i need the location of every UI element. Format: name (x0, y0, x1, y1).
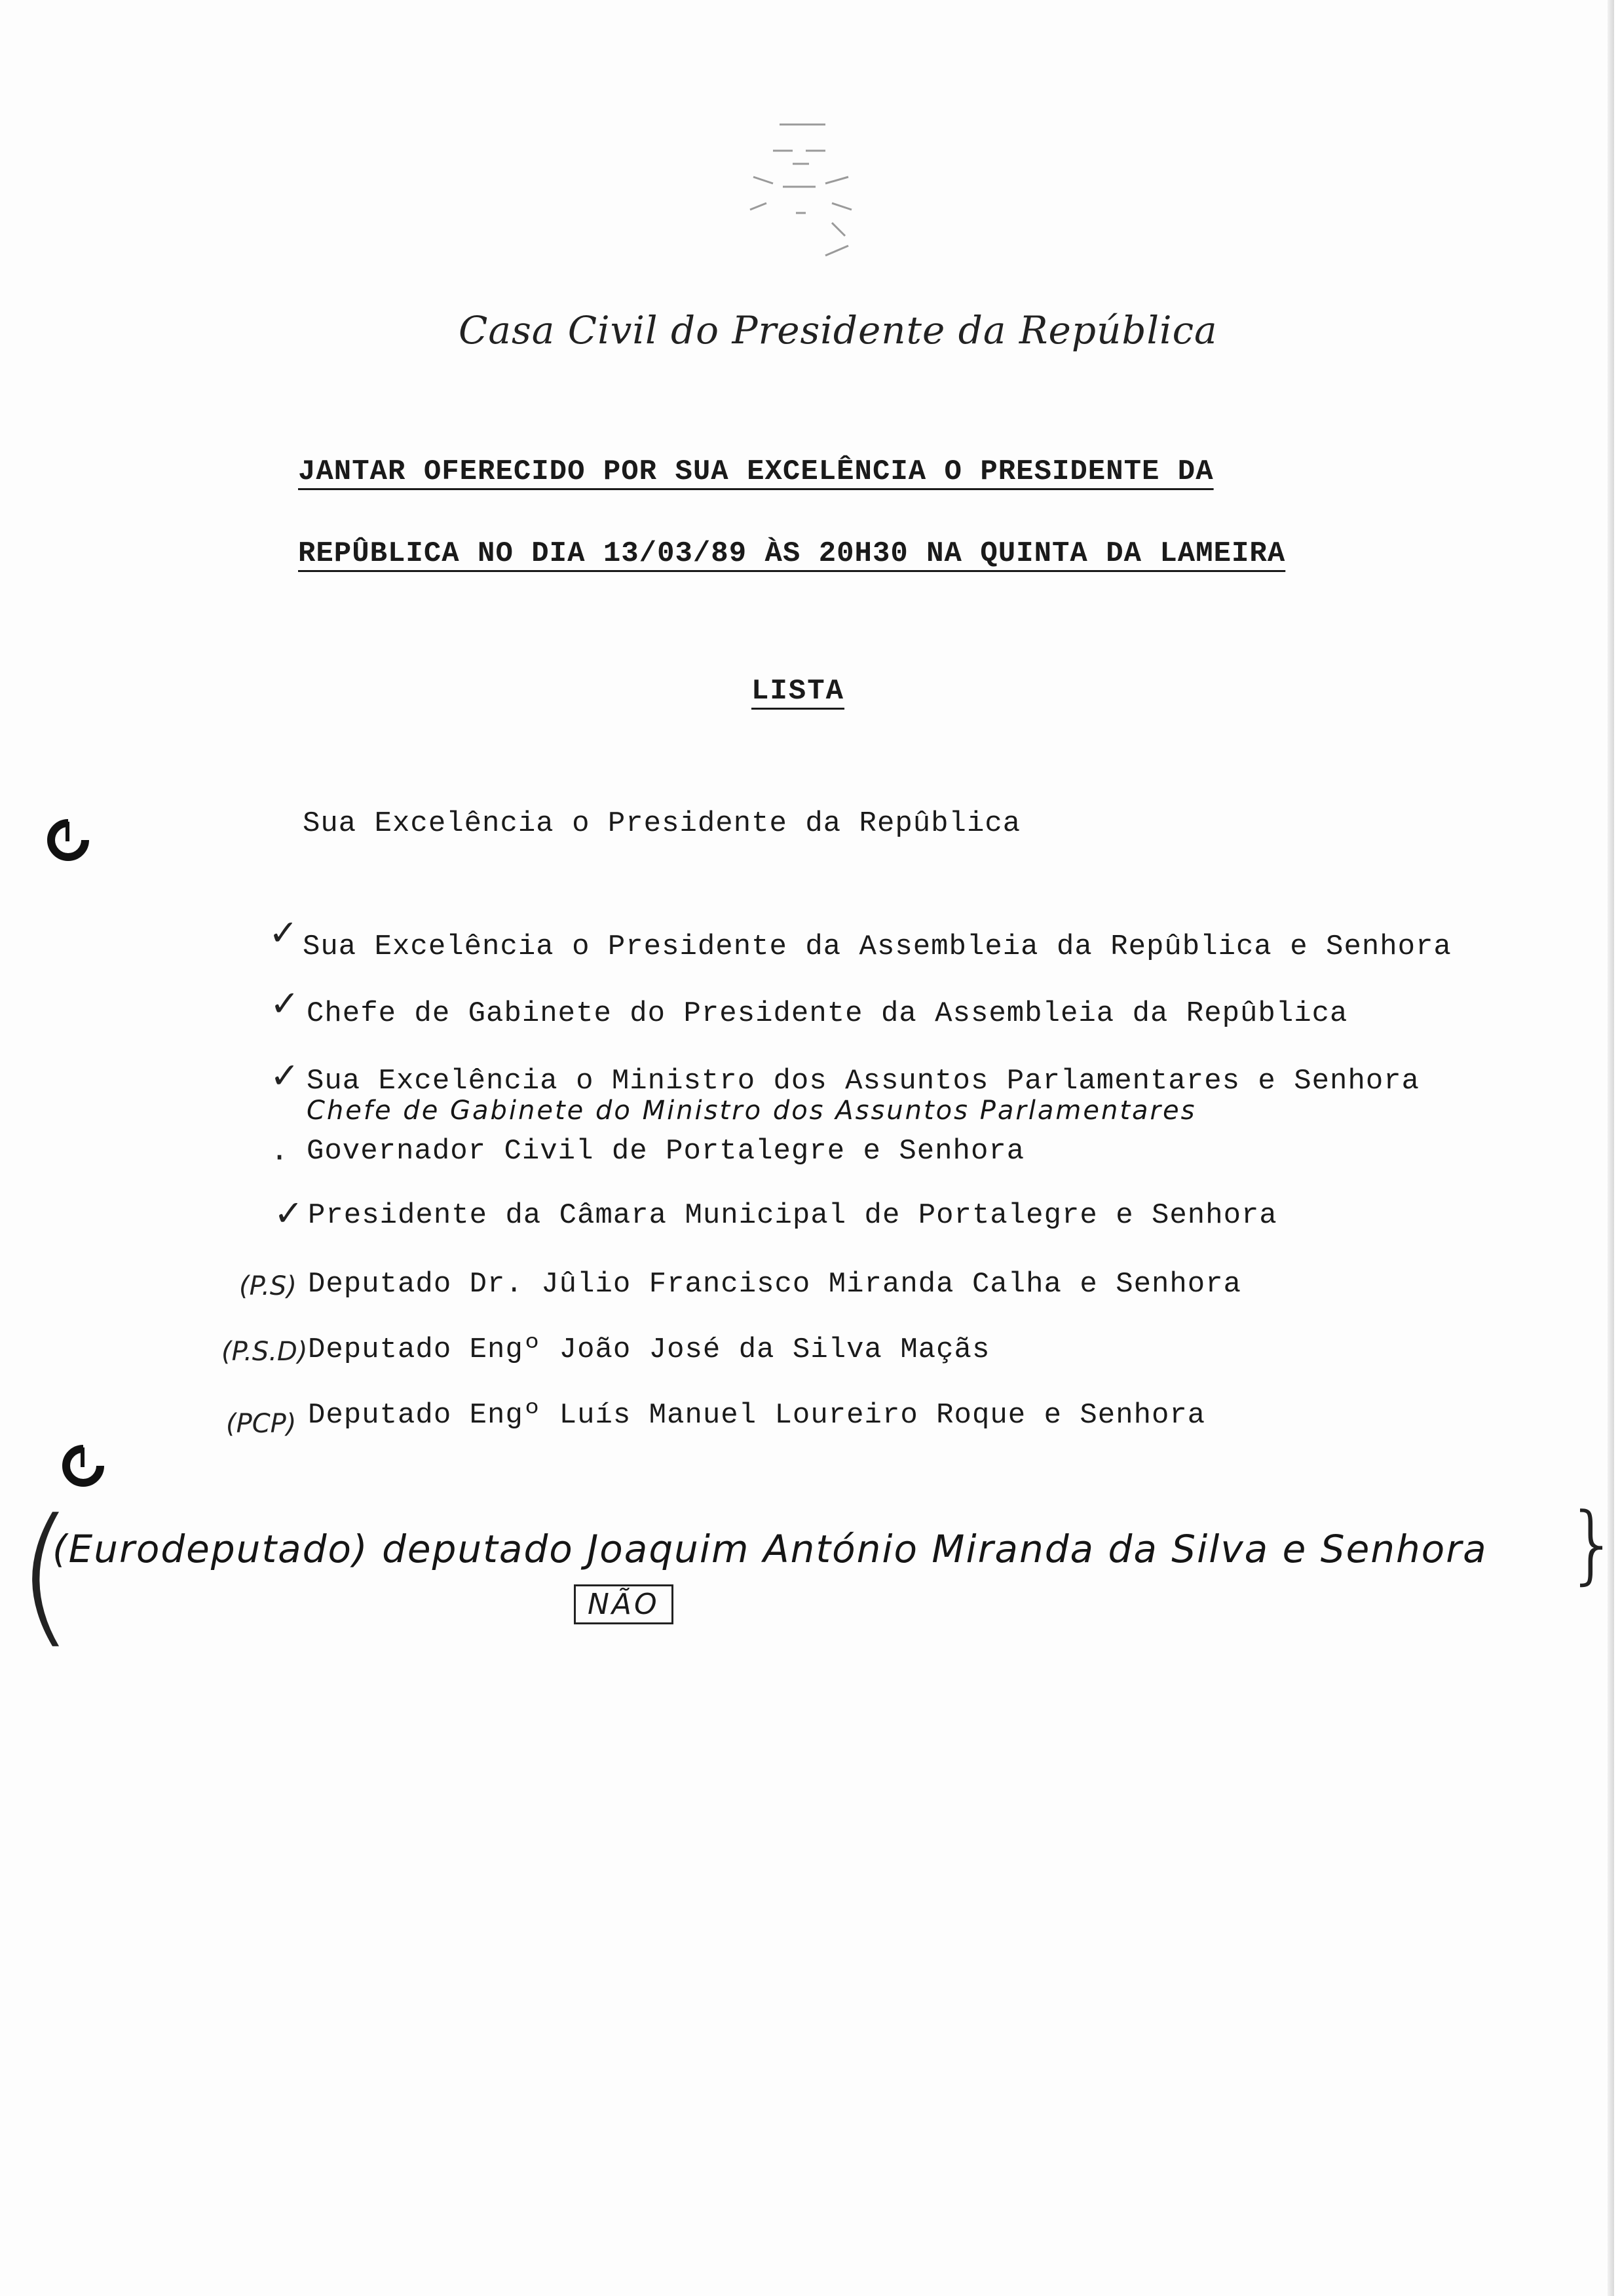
tick-mark-icon: · (274, 1137, 286, 1178)
handwritten-insert: Chefe de Gabinete do Ministro dos Assuntos Parlamentares (307, 1096, 1197, 1126)
check-mark-icon: ✓ (270, 1055, 300, 1096)
scan-edge (1608, 0, 1614, 2296)
guest-item: Chefe de Gabinete do Presidente da Assembleia da Repûblica (307, 997, 1348, 1030)
punch-hole-icon (62, 1445, 104, 1487)
party-label: (PCP) (226, 1409, 297, 1439)
guest-item: Deputado Engº João José da Silva Maçãs (308, 1333, 990, 1366)
guest-item: Governador Civil de Portalegre e Senhora (307, 1135, 1025, 1168)
letterhead: Casa Civil do Presidente da República (459, 308, 1218, 353)
check-mark-icon: ✓ (274, 1193, 304, 1234)
title-line-2: REPÛBLICA NO DIA 13/03/89 ÀS 20H30 NA QUINTA DA LAMEIRA (298, 537, 1286, 570)
handwritten-extra-guest: (Eurodeputado) deputado Joaquim António Miranda da Silva e Senhora (52, 1527, 1488, 1571)
handwritten-bracket-left: ( (16, 1487, 75, 1662)
title-line-1: JANTAR OFERECIDO POR SUA EXCELÊNCIA O PRESIDENTE DA (298, 455, 1214, 488)
guest-item: Presidente da Câmara Municipal de Portalegre e Senhora (308, 1199, 1277, 1232)
handwritten-nao-box: NÃO (574, 1584, 673, 1624)
guest-item: Sua Excelência o Presidente da Repûblica (303, 807, 1021, 840)
check-mark-icon: ✓ (270, 983, 300, 1024)
party-label: (P.S.D) (221, 1337, 308, 1367)
embossed-emblem-icon (727, 111, 878, 269)
check-mark-icon: ✓ (269, 912, 299, 953)
punch-hole-icon (47, 819, 89, 861)
guest-item: Deputado Dr. Jûlio Francisco Miranda Calha e Senhora (308, 1268, 1242, 1301)
party-label: (P.S) (239, 1271, 297, 1301)
guest-item: Sua Excelência o Presidente da Assembleia da Repûblica e Senhora (303, 930, 1452, 963)
list-heading: LISTA (751, 675, 845, 708)
handwritten-bracket-right: } (1566, 1494, 1620, 1594)
guest-item: Deputado Engº Luís Manuel Loureiro Roque e Senhora (308, 1399, 1206, 1432)
guest-item: Sua Excelência o Ministro dos Assuntos Parlamentares e Senhora (307, 1065, 1420, 1098)
